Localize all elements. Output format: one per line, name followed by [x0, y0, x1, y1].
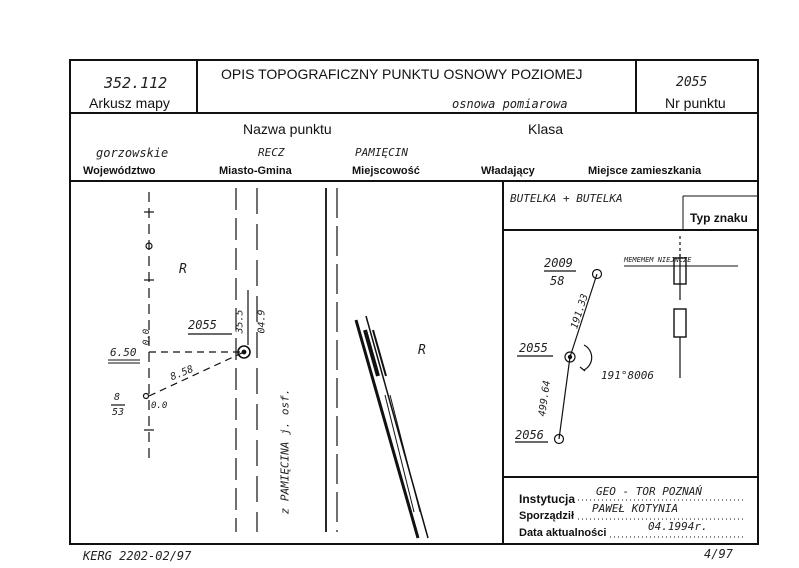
value-00-b: 0.0 — [151, 401, 168, 411]
letter-r-left: R — [179, 262, 187, 277]
fraction-bottom: 53 — [112, 407, 125, 418]
letter-r-right: R — [418, 343, 426, 358]
voivodeship-value: gorzowskie — [96, 146, 169, 160]
author-label: Sporządził — [519, 510, 575, 522]
angle-value: 191°8006 — [601, 369, 654, 382]
sheet-value: 352.112 — [104, 74, 168, 92]
page-code: 4/97 — [704, 547, 733, 561]
angle-arc — [584, 345, 592, 370]
owner-label: Władający — [481, 165, 535, 177]
value-355: 35.5 — [234, 309, 246, 334]
offset-line-858 — [149, 352, 244, 396]
distance-19133: 191.33 — [569, 292, 591, 331]
date-value: 04.1994r. — [648, 520, 708, 533]
sheet-label: Arkusz mapy — [89, 95, 170, 111]
outer-frame — [70, 60, 758, 544]
ditch-line — [356, 320, 418, 538]
class-value: osnowa pomiarowa — [452, 97, 568, 111]
legend-text: MEMEMEM NIEJNCZE — [624, 256, 692, 264]
form-code: KERG 2202-02/97 — [83, 549, 192, 563]
voivodeship-label: Województwo — [83, 165, 156, 177]
commune-label: Miasto-Gmina — [219, 165, 292, 177]
date-label: Data aktualności — [519, 527, 607, 539]
road-label: z PAMIĘCINA j. osf. — [278, 388, 292, 515]
point-number-value: 2055 — [676, 75, 708, 90]
commune-value: RECZ — [258, 146, 285, 159]
line-2055-2056 — [559, 357, 570, 439]
value-00-a: 0.0 — [142, 328, 153, 346]
distance-650: 6.50 — [110, 346, 137, 359]
fraction-top: 8 — [114, 392, 121, 403]
label-2056: 2056 — [515, 428, 544, 442]
mark-type-value: BUTELKA + BUTELKA — [510, 192, 623, 205]
form-title: OPIS TOPOGRAFICZNY PUNKTU OSNOWY POZIOMEJ — [221, 66, 583, 82]
value-049: 04.9 — [256, 309, 268, 334]
locality-label: Miejscowość — [352, 165, 420, 177]
label-2055-net: 2055 — [519, 341, 548, 355]
point-name-label: Nazwa punktu — [243, 121, 332, 137]
institution-label: Instytucja — [519, 492, 576, 506]
author-value: PAWEŁ KOTYNIA — [592, 502, 679, 515]
institution-value: GEO - TOR POZNAŃ — [596, 485, 702, 498]
label-2009-sub: 58 — [550, 274, 565, 288]
locality-value: PAMIĘCIN — [355, 146, 408, 159]
residence-label: Miejsce zamieszkania — [588, 165, 702, 177]
point-number-label: Nr punktu — [665, 95, 726, 111]
distance-858: 8.58 — [168, 363, 196, 384]
legend-symbol-bottom — [674, 309, 686, 337]
point-label-2055: 2055 — [188, 318, 217, 332]
class-label: Klasa — [528, 121, 564, 137]
label-2009: 2009 — [544, 256, 573, 270]
distance-49964: 499.64 — [537, 379, 554, 418]
left-sketch — [108, 188, 428, 538]
mark-type-label: Typ znaku — [690, 211, 748, 225]
